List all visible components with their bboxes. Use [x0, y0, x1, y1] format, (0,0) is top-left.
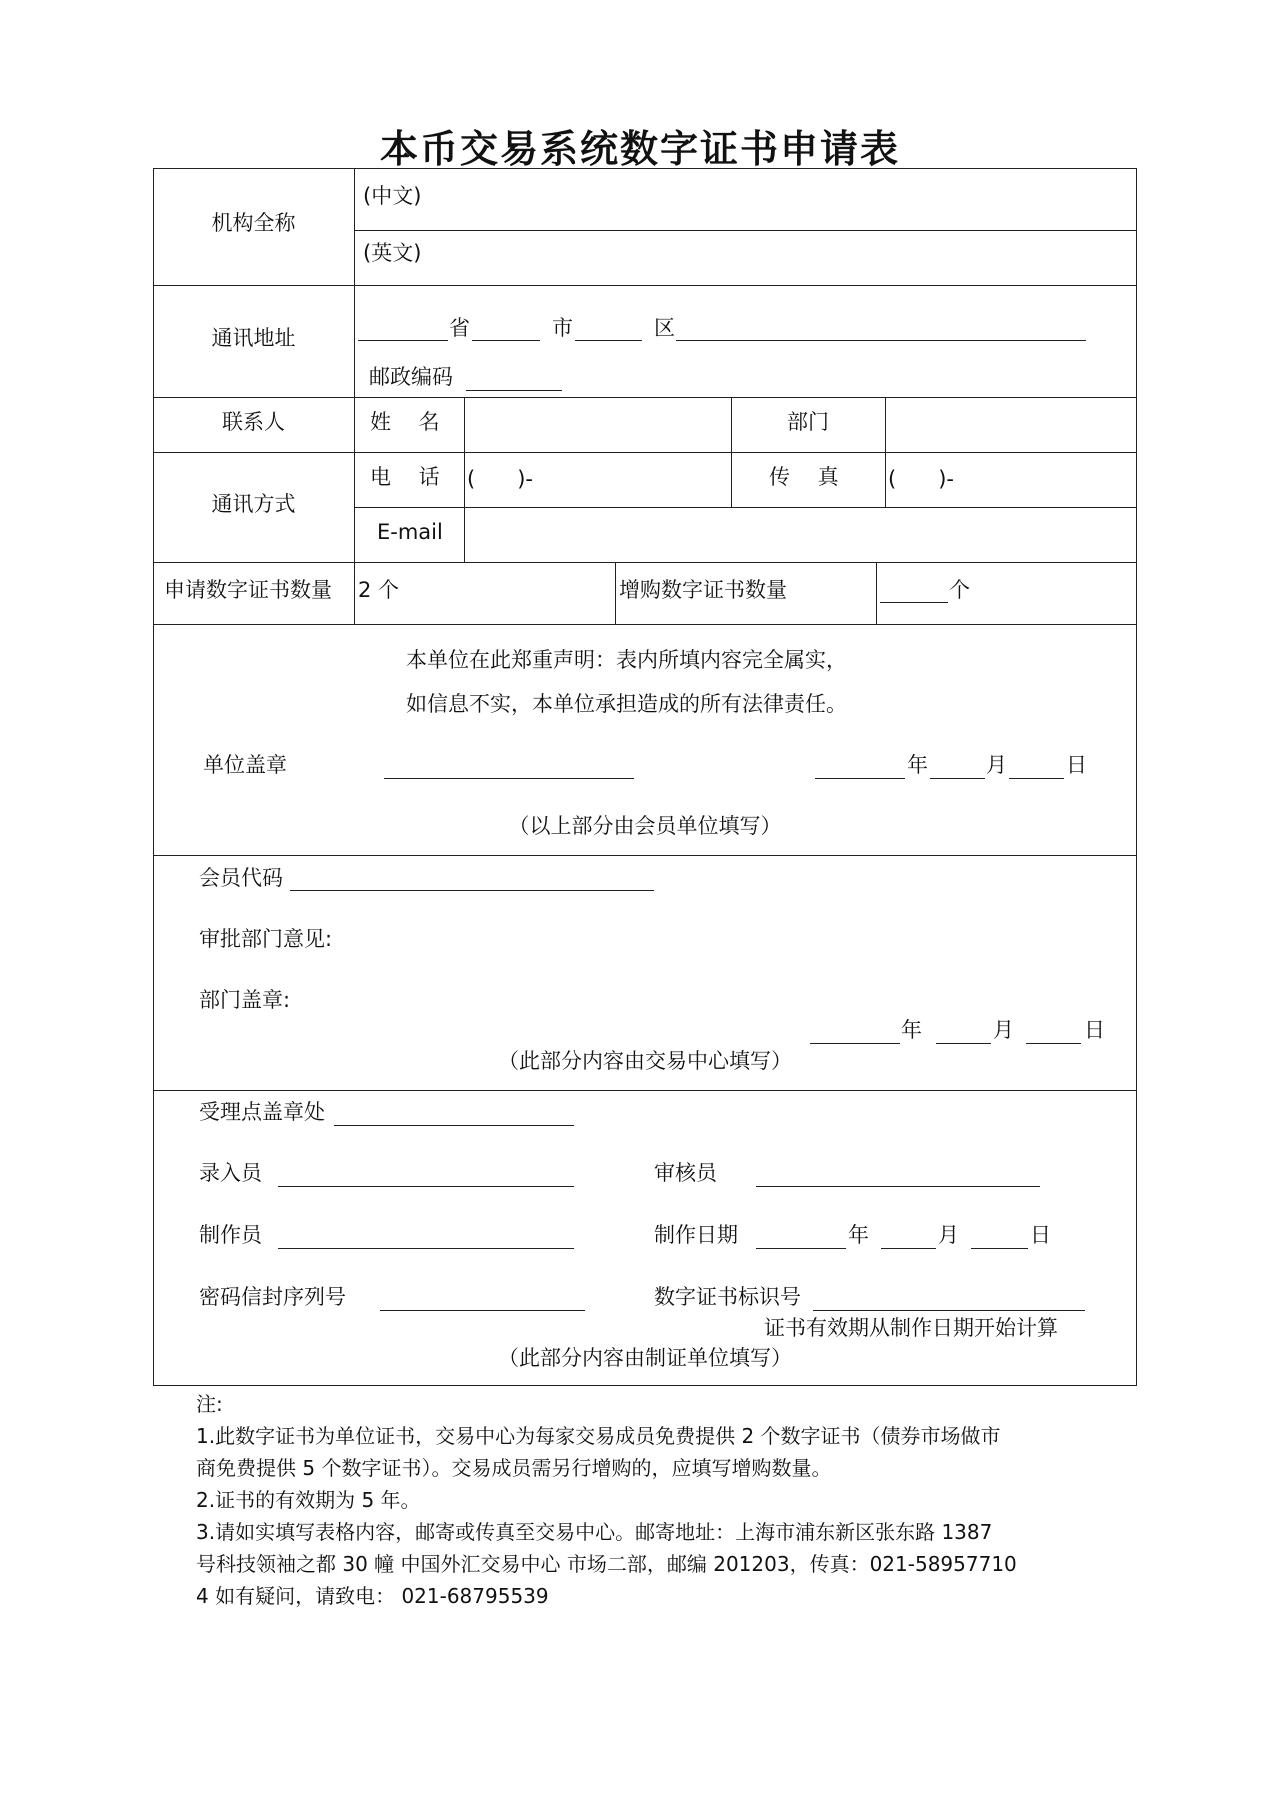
application-form [153, 168, 1137, 1386]
postcode-field[interactable] [466, 390, 562, 391]
center-year-label: 年 [901, 1018, 922, 1042]
member-code-field[interactable] [290, 890, 654, 891]
envelope-serial-field[interactable] [380, 1310, 585, 1311]
email-field[interactable] [470, 522, 1125, 546]
city-label: 市 [552, 316, 573, 340]
entry-clerk-label: 录入员 [199, 1161, 262, 1185]
dept-field[interactable] [890, 412, 1130, 436]
center-note: （此部分内容由交易中心填写） [498, 1049, 792, 1073]
divider [153, 397, 1137, 398]
address-label: 通讯地址 [211, 326, 296, 350]
org-name-label: 机构全称 [211, 211, 296, 235]
make-date-day-label: 日 [1030, 1223, 1051, 1247]
divider [153, 285, 1137, 286]
phone-field[interactable]: ( )- [467, 467, 533, 491]
phone-label: 电 话 [370, 465, 440, 489]
footnotes [196, 1388, 1096, 1612]
validity-note: 证书有效期从制作日期开始计算 [764, 1316, 1058, 1340]
declaration-note: （以上部分由会员单位填写） [508, 814, 782, 838]
city-field[interactable] [472, 340, 540, 341]
reviewer-field[interactable] [756, 1186, 1040, 1187]
make-date-month-label: 月 [938, 1223, 959, 1247]
divider [153, 1090, 1137, 1091]
issuer-note: （此部分内容由制证单位填写） [498, 1346, 792, 1370]
declaration-year-field[interactable] [815, 778, 905, 779]
extra-quantity-field[interactable] [880, 602, 948, 603]
make-date-month-field[interactable] [881, 1248, 936, 1249]
center-month-field[interactable] [936, 1043, 991, 1044]
declaration-month-label: 月 [986, 753, 1007, 777]
contact-name-label: 姓 名 [370, 410, 440, 434]
note-4: 4 如有疑问，请致电： 021-68795539 [196, 1584, 549, 1608]
center-month-label: 月 [993, 1018, 1014, 1042]
maker-label: 制作员 [199, 1223, 262, 1247]
province-field[interactable] [358, 340, 448, 341]
email-label: E-mail [377, 520, 443, 544]
extra-quantity-unit: 个 [949, 578, 970, 602]
envelope-serial-label: 密码信封序列号 [199, 1285, 346, 1309]
center-year-field[interactable] [810, 1043, 900, 1044]
apply-quantity-label: 申请数字证书数量 [164, 578, 332, 602]
divider [153, 855, 1137, 856]
divider [876, 562, 877, 624]
declaration-day-field[interactable] [1009, 778, 1064, 779]
divider [354, 168, 355, 624]
dept-label: 部门 [787, 410, 829, 434]
acceptance-stamp-field[interactable] [334, 1125, 574, 1126]
make-date-year-label: 年 [848, 1223, 869, 1247]
make-date-label: 制作日期 [654, 1223, 738, 1247]
divider [885, 397, 886, 507]
note-1-line-1: 1.此数字证书为单位证书，交易中心为每家交易成员免费提供 2 个数字证书（债券市场做市 [196, 1424, 1001, 1448]
divider [354, 230, 1137, 231]
dept-seal-label: 部门盖章: [199, 988, 291, 1012]
cert-id-field[interactable] [813, 1310, 1085, 1311]
note-1-line-2: 商免费提供 5 个数字证书）。交易成员需另行增购的，应填写增购数量。 [196, 1456, 832, 1480]
note-3-line-1: 3.请如实填写表格内容，邮寄或传真至交易中心。邮寄地址：上海市浦东新区张东路 1387 [196, 1520, 993, 1544]
make-date-year-field[interactable] [756, 1248, 846, 1249]
divider [153, 452, 1137, 453]
fax-field[interactable]: ( )- [888, 467, 954, 491]
divider [615, 562, 616, 624]
page-title: 本币交易系统数字证书申请表 [379, 127, 900, 171]
district-field[interactable] [575, 340, 642, 341]
divider [464, 397, 465, 562]
unit-seal-field[interactable] [384, 778, 634, 779]
declaration-line-1: 本单位在此郑重声明：表内所填内容完全属实， [406, 648, 847, 672]
extra-quantity-label: 增购数字证书数量 [619, 578, 787, 602]
center-day-label: 日 [1084, 1018, 1105, 1042]
divider [153, 562, 1137, 563]
note-3-line-2: 号科技领袖之都 30 幢 中国外汇交易中心 市场二部，邮编 201203，传真：021-58957710 [196, 1552, 1017, 1576]
declaration-line-2: 如信息不实，本单位承担造成的所有法律责任。 [406, 692, 847, 716]
contact-name-field[interactable] [470, 412, 725, 436]
comm-label: 通讯方式 [211, 492, 296, 516]
province-label: 省 [449, 316, 470, 340]
entry-clerk-field[interactable] [278, 1186, 574, 1187]
note-2: 2.证书的有效期为 5 年。 [196, 1488, 421, 1512]
divider [354, 507, 1137, 508]
maker-field[interactable] [278, 1248, 574, 1249]
member-code-label: 会员代码 [199, 866, 283, 890]
approval-opinion-label: 审批部门意见: [199, 927, 333, 951]
cert-id-label: 数字证书标识号 [654, 1285, 801, 1309]
unit-seal-label: 单位盖章 [203, 753, 287, 777]
district-label: 区 [654, 316, 675, 340]
acceptance-stamp-label: 受理点盖章处 [199, 1100, 325, 1124]
declaration-year-label: 年 [907, 753, 928, 777]
street-field[interactable] [676, 340, 1086, 341]
declaration-day-label: 日 [1066, 753, 1087, 777]
notes-heading: 注: [196, 1392, 223, 1416]
divider [153, 624, 1137, 625]
reviewer-label: 审核员 [654, 1161, 717, 1185]
contact-label: 联系人 [222, 410, 285, 434]
make-date-day-field[interactable] [971, 1248, 1028, 1249]
apply-quantity-value: 2 个 [358, 578, 400, 602]
org-name-en-field[interactable]: (英文) [363, 241, 422, 265]
postcode-label: 邮政编码 [369, 365, 453, 389]
declaration-month-field[interactable] [930, 778, 985, 779]
org-name-cn-field[interactable]: (中文) [363, 184, 422, 208]
center-day-field[interactable] [1026, 1043, 1081, 1044]
fax-label: 传 真 [769, 465, 839, 489]
